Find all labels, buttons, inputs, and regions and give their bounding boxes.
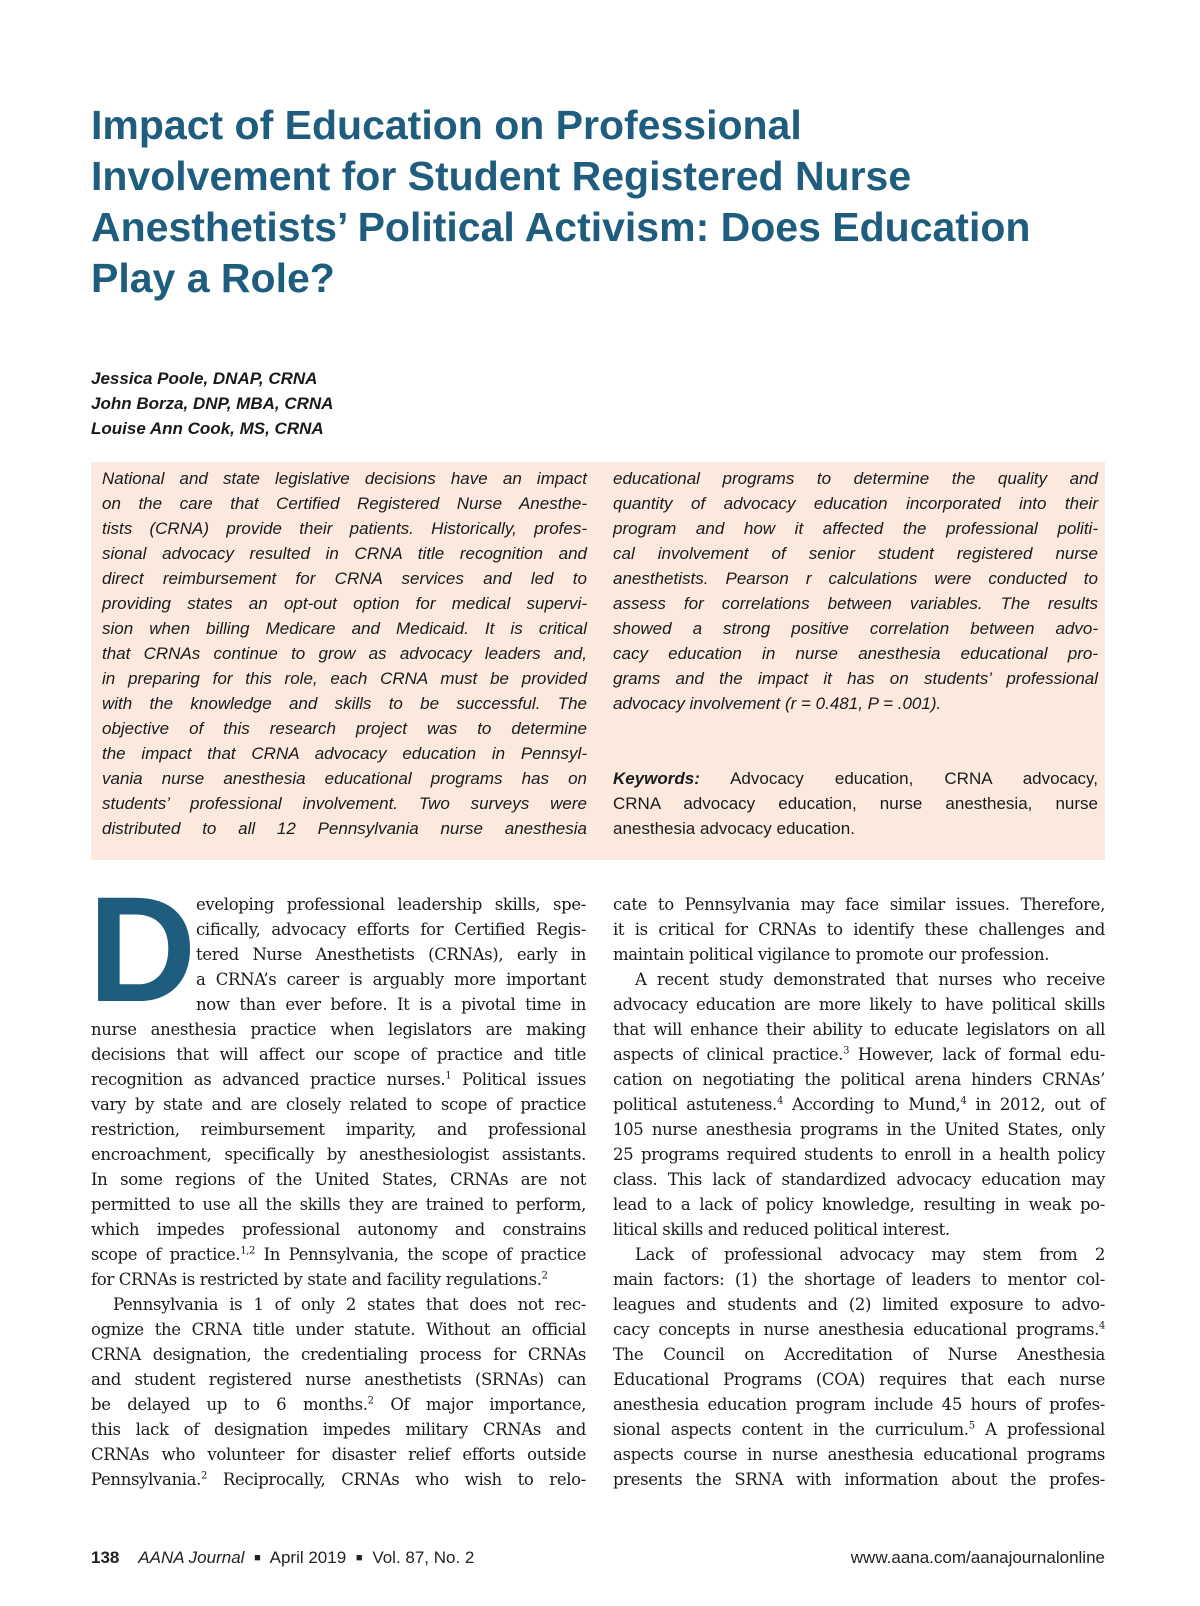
keywords-line: [613, 766, 1098, 791]
body-text: scope of practice.: [91, 1245, 241, 1264]
body-line: [91, 1242, 586, 1267]
body-line: 25 programs required students to enroll in a health policy: [613, 1145, 1105, 1164]
citation-ref: 4: [1098, 1320, 1105, 1332]
journal-url[interactable]: www.aana.com/aanajournalonline: [850, 1548, 1105, 1567]
body-right-column: [613, 892, 1105, 1492]
citation-ref: 1: [445, 1070, 452, 1082]
body-line: litical skills and reduced political interest.: [613, 1220, 950, 1239]
body-line: which impedes professional autonomy and constrains: [91, 1220, 586, 1239]
body-text: Pennsylvania.: [91, 1470, 202, 1489]
body-line: anesthesia education program include 45 hours of profes-: [613, 1395, 1105, 1414]
abstract-line: cacy education in nurse anesthesia educational pro-: [613, 644, 1098, 663]
body-line: a CRNA’s career is arguably more important: [196, 970, 586, 989]
page-footer: [91, 1548, 1105, 1578]
body-line: [613, 1317, 1105, 1342]
page-number: 138: [91, 1548, 120, 1567]
body-text: cacy concepts in nurse anesthesia educational programs.: [613, 1320, 1099, 1339]
body-line: nurse anesthesia practice when legislators are making: [91, 1020, 586, 1039]
body-line: [91, 1467, 586, 1492]
abstract-line: assess for correlations between variables. The results: [613, 594, 1098, 613]
article-title: [91, 100, 1111, 304]
citation-ref: 2: [367, 1395, 374, 1407]
abstract-line: objective of this research project was to determine: [102, 719, 587, 738]
keywords-line: anesthesia advocacy education.: [613, 819, 855, 838]
body-line: aspects course in nurse anesthesia educational programs: [613, 1445, 1105, 1464]
body-line: [91, 1267, 586, 1292]
body-line: [91, 1392, 586, 1417]
abstract-line: educational programs to determine the quality and: [613, 469, 1098, 488]
body-line: presents the SRNA with information about the profes-: [613, 1470, 1105, 1489]
drop-cap: D: [88, 865, 197, 1033]
abstract-line: direct reimbursement for CRNA services and led to: [102, 569, 587, 588]
abstract-line: anesthetists. Pearson r calculations were conducted to: [613, 569, 1098, 588]
keywords: [613, 766, 1098, 841]
body-line: eveloping professional leadership skills, spe-: [196, 895, 586, 914]
abstract-line: tists (CRNA) provide their patients. Historically, profes-: [102, 519, 587, 538]
citation-ref: 2: [201, 1470, 208, 1482]
body-line: permitted to use all the skills they are trained to perform,: [91, 1195, 586, 1214]
abstract-line: program and how it affected the professional politi-: [613, 519, 1098, 538]
body-line: restriction, reimbursement imparity, and professional: [91, 1120, 586, 1139]
author-name: Louise Ann Cook, MS, CRNA: [91, 419, 324, 438]
body-text: aspects of clinical practice.: [613, 1045, 844, 1064]
body-left-column: [91, 892, 586, 1492]
body-line: [613, 1092, 1105, 1117]
body-line: Lack of professional advocacy may stem from 2: [635, 1245, 1105, 1264]
author-list: [91, 366, 691, 441]
body-line: [613, 1042, 1105, 1067]
abstract-right-column: [613, 466, 1098, 716]
body-line: CRNA designation, the credentialing process for CRNAs: [91, 1345, 586, 1364]
body-text: in 2012, out of: [966, 1095, 1105, 1114]
title-line: Play a Role?: [91, 255, 335, 301]
body-text: In Pennsylvania, the scope of practice: [255, 1245, 587, 1264]
journal-name: AANA Journal: [138, 1548, 245, 1567]
body-line: [613, 1417, 1105, 1442]
body-line: encroachment, specifically by anesthesiologist assistants.: [91, 1145, 586, 1164]
abstract-line: providing states an opt-out option for medical supervi-: [102, 594, 587, 613]
footer-separator: ■: [254, 1552, 261, 1564]
body-text: political astuteness.: [613, 1095, 777, 1114]
body-text: for CRNAs is restricted by state and facility regulations.: [91, 1270, 542, 1289]
issue-date: April 2019: [269, 1548, 347, 1567]
body-line: The Council on Accreditation of Nurse Anesthesia: [613, 1345, 1105, 1364]
abstract-line: in preparing for this role, each CRNA must be provided: [102, 669, 587, 688]
body-line: this lack of designation impedes military CRNAs and: [91, 1420, 586, 1439]
body-line: ognize the CRNA title under statute. Without an official: [91, 1320, 586, 1339]
body-text: However, lack of formal edu-: [849, 1045, 1105, 1064]
body-line: class. This lack of standardized advocacy education may: [613, 1170, 1105, 1189]
citation-ref: 1,2: [240, 1245, 256, 1257]
title-line: Anesthetists’ Political Activism: Does Education: [91, 204, 1031, 250]
body-line: lead to a lack of policy knowledge, resulting in weak po-: [613, 1195, 1105, 1214]
title-line: Involvement for Student Registered Nurse: [91, 153, 912, 199]
volume-issue: Vol. 87, No. 2: [372, 1548, 475, 1567]
author-name: John Borza, DNP, MBA, CRNA: [91, 394, 334, 413]
abstract-line: sion when billing Medicare and Medicaid. It is critical: [102, 619, 587, 638]
body-line: decisions that will affect our scope of practice and title: [91, 1045, 586, 1064]
abstract-line: vania nurse anesthesia educational programs has on: [102, 769, 587, 788]
abstract-line: grams and the impact it has on students’ professional: [613, 669, 1098, 688]
body-line: [91, 1067, 586, 1092]
citation-ref: 4: [776, 1095, 783, 1107]
body-line: CRNAs who volunteer for disaster relief efforts outside: [91, 1445, 586, 1464]
body-text: A professional: [974, 1420, 1105, 1439]
author-name: Jessica Poole, DNAP, CRNA: [91, 369, 318, 388]
body-text: recognition as advanced practice nurses.: [91, 1070, 446, 1089]
body-text: Political issues: [451, 1070, 586, 1089]
citation-ref: 3: [843, 1045, 850, 1057]
citation-ref: 2: [541, 1270, 548, 1282]
footer-citation: [91, 1548, 474, 1568]
body-text: sional aspects content in the curriculum.: [613, 1420, 969, 1439]
body-line: tered Nurse Anesthetists (CRNAs), early in: [196, 945, 586, 964]
abstract-line: National and state legislative decisions have an impact: [102, 469, 587, 488]
body-line: main factors: (1) the shortage of leaders to mentor col-: [613, 1270, 1105, 1289]
body-text: According to Mund,: [782, 1095, 961, 1114]
body-line: A recent study demonstrated that nurses who receive: [635, 970, 1105, 989]
body-line: maintain political vigilance to promote our profession.: [613, 945, 1050, 964]
footer-separator: ■: [355, 1552, 363, 1564]
body-text: Reciprocally, CRNAs who wish to relo-: [207, 1470, 586, 1489]
abstract-line: on the care that Certified Registered Nurse Anesthe-: [102, 494, 587, 513]
body-line: now than ever before. It is a pivotal time in: [196, 995, 586, 1014]
body-line: and student registered nurse anesthetists (SRNAs) can: [91, 1370, 586, 1389]
body-text: Of major importance,: [373, 1395, 586, 1414]
abstract-line: sional advocacy resulted in CRNA title recognition and: [102, 544, 587, 563]
abstract-line: students’ professional involvement. Two surveys were: [102, 794, 587, 813]
citation-ref: 4: [960, 1095, 967, 1107]
abstract-line: distributed to all 12 Pennsylvania nurse anesthesia: [102, 819, 587, 838]
body-line: cation on negotiating the political arena hinders CRNAs’: [613, 1070, 1105, 1089]
abstract-line: that CRNAs continue to grow as advocacy leaders and,: [102, 644, 587, 663]
keywords-line: CRNA advocacy education, nurse anesthesia, nurse: [613, 794, 1098, 813]
body-line: leagues and students and (2) limited exposure to advo-: [613, 1295, 1105, 1314]
body-line: cate to Pennsylvania may face similar issues. Therefore,: [613, 895, 1105, 914]
body-line: In some regions of the United States, CRNAs are not: [91, 1170, 586, 1189]
citation-ref: 5: [968, 1420, 975, 1432]
keywords-text: Advocacy education, CRNA advocacy,: [730, 769, 1098, 788]
body-line: vary by state and are closely related to scope of practice: [91, 1095, 586, 1114]
body-line: that will enhance their ability to educate legislators on all: [613, 1020, 1105, 1039]
body-line: 105 nurse anesthesia programs in the United States, only: [613, 1120, 1105, 1139]
body-line: it is critical for CRNAs to identify these challenges and: [613, 920, 1105, 939]
abstract-left-column: [102, 466, 587, 841]
body-line: Pennsylvania is 1 of only 2 states that does not rec-: [113, 1295, 586, 1314]
abstract-line: the impact that CRNA advocacy education in Pennsyl-: [102, 744, 587, 763]
body-text: be delayed up to 6 months.: [91, 1395, 368, 1414]
body-line: cifically, advocacy efforts for Certified Regis-: [196, 920, 586, 939]
title-line: Impact of Education on Professional: [91, 102, 802, 148]
abstract-line: quantity of advocacy education incorporated into their: [613, 494, 1098, 513]
abstract-line: cal involvement of senior student registered nurse: [613, 544, 1098, 563]
body-line: Educational Programs (COA) requires that each nurse: [613, 1370, 1105, 1389]
abstract-line: with the knowledge and skills to be successful. The: [102, 694, 587, 713]
abstract-line: showed a strong positive correlation between advo-: [613, 619, 1098, 638]
abstract-line: advocacy involvement (r = 0.481, P = .001).: [613, 694, 942, 713]
keywords-label: Keywords:: [613, 769, 700, 788]
body-line: advocacy education are more likely to have political skills: [613, 995, 1105, 1014]
